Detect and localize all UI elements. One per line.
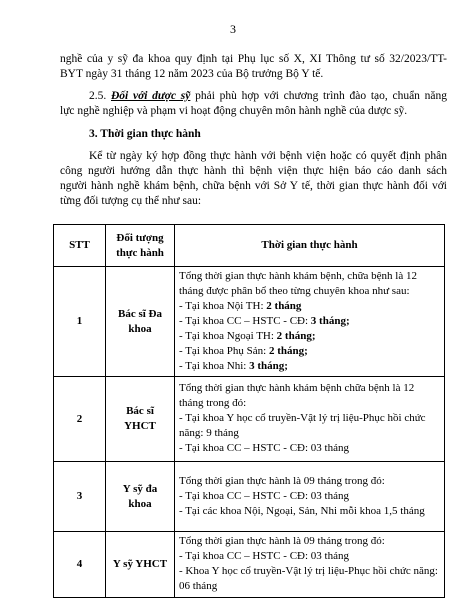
header-stt: STT [54, 225, 106, 267]
para3-line1: Kể từ ngày ký hợp đồng thực hành với bệnh viện hoặc có quyết định phân [89, 150, 447, 162]
row-intro: Tổng thời gian thực hành là 09 tháng trong đó: [179, 474, 385, 487]
row-item: - Tại khoa Phụ Sản: 2 tháng; [179, 344, 308, 357]
row-object: Bác sĩ Đa khoa [106, 267, 175, 377]
row-object: Y sỹ đa khoa [106, 462, 175, 532]
row-item: - Tại khoa CC – HSTC - CĐ: 3 tháng; [179, 314, 350, 327]
para2-bold-text: Đối với dược sỹ [110, 90, 191, 102]
row-stt: 1 [54, 267, 106, 377]
table-row [54, 377, 445, 462]
para3-line3: người hành nghề khám bệnh, chữa bệnh với Sở Y tế, thời gian thực hành đối với [60, 180, 447, 192]
row-item: - Tại khoa CC – HSTC - CĐ: 03 tháng [179, 489, 349, 502]
para2-line2: lực nghề nghiệp và phạm vi hoạt động chuyên môn hành nghề của dược sỹ. [60, 105, 408, 117]
row-item: - Tại khoa CC – HSTC - CĐ: 03 tháng [179, 550, 349, 562]
row-time [175, 267, 445, 377]
header-object: Đối tượng thực hành [106, 225, 175, 267]
row-stt: 4 [54, 532, 106, 598]
row-item: - Tại các khoa Nội, Ngoại, Sản, Nhi mỗi khoa 1,5 tháng [179, 504, 425, 517]
row-object: Bác sĩ YHCT [106, 377, 175, 462]
row-intro: Tổng thời gian thực hành khám bệnh, chữa bệnh là 12 tháng được phân bổ theo từng chuyên khoa như sau: [179, 269, 417, 297]
para2-number: 2.5. [89, 90, 107, 102]
page-number: 3 [230, 22, 236, 36]
header-time: Thời gian thực hành [175, 225, 445, 267]
row-intro: Tổng thời gian thực hành là 09 tháng trong đó: [179, 535, 385, 547]
row-stt: 3 [54, 462, 106, 532]
para2-line1 [89, 89, 447, 104]
table-row [54, 532, 445, 598]
para3-line2: công người hướng dẫn thực hành thì bệnh viện thực hiện báo cáo danh sách [60, 165, 447, 177]
row-intro: Tổng thời gian thực hành khám bệnh chữa bệnh là 12 tháng trong đó: [179, 382, 415, 409]
row-item: - Khoa Y học cổ truyền-Vật lý trị liệu-Phục hồi chức năng: 06 tháng [179, 565, 438, 592]
table-row [54, 267, 445, 377]
row-item: - Tại khoa Nhi: 3 tháng; [179, 359, 288, 372]
row-time [175, 377, 445, 462]
row-time [175, 462, 445, 532]
table-row [54, 462, 445, 532]
row-item: - Tại khoa Ngoại TH: 2 tháng; [179, 329, 316, 342]
para1-line2: BYT ngày 31 tháng 12 năm 2023 của Bộ trưởng Bộ Y tế. [60, 68, 324, 80]
practice-time-table [53, 224, 445, 598]
table-header-row [54, 225, 445, 267]
row-time [175, 532, 445, 598]
row-stt: 2 [54, 377, 106, 462]
section-heading-3: 3. Thời gian thực hành [89, 128, 201, 140]
row-item: - Tại khoa Nội TH: 2 tháng [179, 299, 302, 312]
row-object: Y sỹ YHCT [106, 532, 175, 598]
row-item: - Tại khoa Y học cổ truyền-Vật lý trị liệu-Phục hồi chức năng: 9 tháng [179, 412, 426, 439]
para3-line4: từng đối tượng cụ thể như sau: [60, 195, 202, 207]
row-item: - Tại khoa CC – HSTC - CĐ: 03 tháng [179, 442, 349, 454]
para2-rest: phải phù hợp với chương trình đào tạo, chuẩn năng [190, 90, 448, 102]
para1-line1: nghề của y sỹ đa khoa quy định tại Phụ lục số X, XI Thông tư số 32/2023/TT- [60, 53, 447, 65]
